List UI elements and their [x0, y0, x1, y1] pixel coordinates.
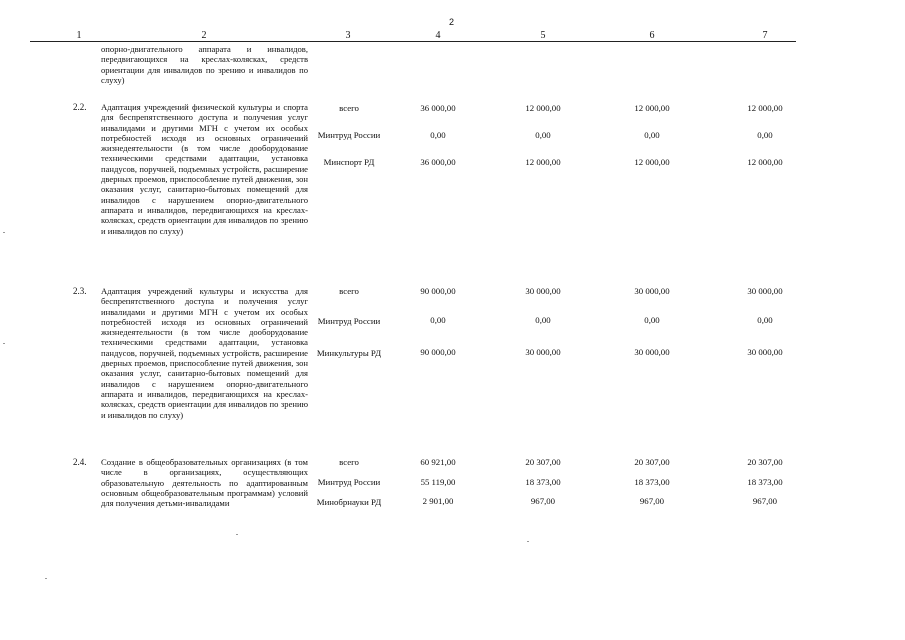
amount-year-2: 20 307,00 — [634, 457, 670, 467]
amount-year-3: 0,00 — [757, 315, 773, 325]
row-description: Адаптация учреждений физической культуры и спорта для беспрепятственного доступа и получения услуг инвалидами и другими МГН с учетом их особых потребностей исходя из основных ограничений жизнедеятельности (в том числе дооборудование техническими средствами адаптации, установка пандусов, поручней, подъемных устройств, расширение дверных проемов, приспособление путей движения, зон оказания услуг, санитарно-бытовых помещений для инвалидов с нарушением опорно-двигательного аппарата и инвалидов, передвигающихся на креслах-колясках, средств ориентации для инвалидов по зрению и инвалидов по слуху) — [101, 102, 308, 236]
row-description: Адаптация учреждений культуры и искусства для беспрепятственного доступа и получения услуг инвалидами и другими МГН с учетом их особых потребностей исходя из основных ограничений жизнедеятельности (в том числе дооборудование техническими средствами адаптации, установка пандусов, поручней, подъемных устройств, расширение дверных проемов, приспособление путей движения, зон оказания услуг, санитарно-бытовых помещений для инвалидов с нарушением опорно-двигательного аппарата и инвалидов, передвигающихся на креслах-колясках, средств ориентации для инвалидов по зрению и инвалидов по слуху) — [101, 286, 308, 420]
amount-year-1: 20 307,00 — [525, 457, 561, 467]
funding-source: Минкультуры РД — [316, 348, 382, 358]
amount-year-1: 30 000,00 — [525, 347, 561, 357]
funding-source: Минспорт РД — [323, 157, 375, 167]
column-header-2: 2 — [201, 30, 207, 41]
amount-year-1: 12 000,00 — [525, 103, 561, 113]
amount-year-2: 12 000,00 — [634, 157, 670, 167]
column-header-7: 7 — [762, 30, 768, 41]
scan-speck — [45, 578, 47, 579]
scan-speck — [236, 534, 238, 535]
funding-source: всего — [339, 286, 359, 296]
scan-speck — [3, 232, 5, 233]
funding-source: всего — [339, 103, 359, 113]
amount-total: 36 000,00 — [420, 103, 456, 113]
amount-year-2: 967,00 — [639, 496, 665, 506]
amount-year-3: 0,00 — [757, 130, 773, 140]
amount-total: 60 921,00 — [420, 457, 456, 467]
amount-year-1: 0,00 — [535, 130, 551, 140]
amount-total: 2 901,00 — [422, 496, 454, 506]
page-number: 2 — [449, 17, 455, 27]
column-header-3: 3 — [345, 30, 351, 41]
amount-total: 36 000,00 — [420, 157, 456, 167]
amount-year-3: 30 000,00 — [747, 347, 783, 357]
amount-year-1: 18 373,00 — [525, 477, 561, 487]
amount-total: 0,00 — [430, 315, 446, 325]
row-description: опорно-двигательного аппарата и инвалидов, передвигающихся на креслах-колясках, средств ориентации для инвалидов по зрению и инвалидов по слуху) — [101, 44, 308, 85]
column-header-4: 4 — [435, 30, 441, 41]
scan-speck — [3, 343, 5, 344]
amount-total: 90 000,00 — [420, 347, 456, 357]
amount-year-1: 30 000,00 — [525, 286, 561, 296]
funding-source: всего — [339, 457, 359, 467]
amount-total: 55 119,00 — [420, 477, 456, 487]
amount-year-1: 967,00 — [530, 496, 556, 506]
funding-source: Минобрнауки РД — [316, 497, 382, 507]
amount-year-3: 30 000,00 — [747, 286, 783, 296]
funding-source: Минтруд России — [317, 477, 381, 487]
row-description: Создание в общеобразовательных организациях (в том числе в организациях, осуществляющих образовательную деятельность по адаптированным основным общеобразовательным программам) условий для получения детьми-инвалидами — [101, 457, 308, 509]
amount-total: 90 000,00 — [420, 286, 456, 296]
amount-year-2: 0,00 — [644, 130, 660, 140]
amount-year-2: 18 373,00 — [634, 477, 670, 487]
amount-year-1: 12 000,00 — [525, 157, 561, 167]
row-number: 2.2. — [73, 102, 87, 112]
amount-year-3: 12 000,00 — [747, 103, 783, 113]
header-rule — [30, 41, 796, 42]
column-header-6: 6 — [649, 30, 655, 41]
amount-year-3: 20 307,00 — [747, 457, 783, 467]
row-number: 2.3. — [73, 286, 87, 296]
amount-year-2: 30 000,00 — [634, 347, 670, 357]
scan-speck — [527, 541, 529, 542]
amount-year-2: 30 000,00 — [634, 286, 670, 296]
funding-source: Минтруд России — [317, 316, 381, 326]
column-header-5: 5 — [540, 30, 546, 41]
column-header-1: 1 — [76, 30, 82, 41]
amount-year-1: 0,00 — [535, 315, 551, 325]
funding-source: Минтруд России — [317, 130, 381, 140]
amount-year-3: 18 373,00 — [747, 477, 783, 487]
amount-year-3: 967,00 — [752, 496, 778, 506]
amount-total: 0,00 — [430, 130, 446, 140]
amount-year-2: 0,00 — [644, 315, 660, 325]
amount-year-2: 12 000,00 — [634, 103, 670, 113]
amount-year-3: 12 000,00 — [747, 157, 783, 167]
row-number: 2.4. — [73, 457, 87, 467]
